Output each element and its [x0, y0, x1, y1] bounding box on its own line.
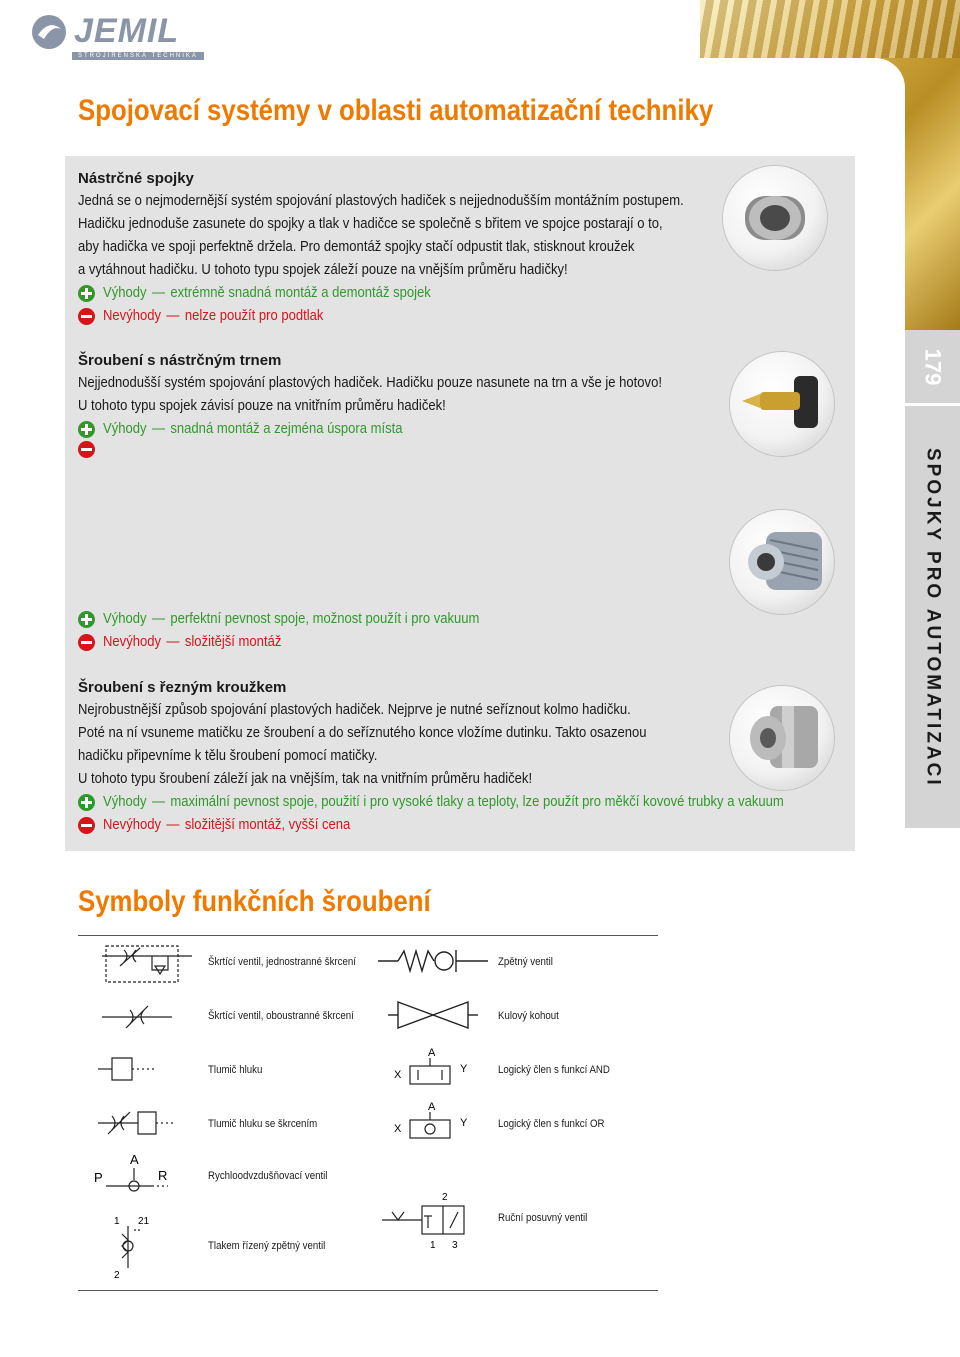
- section-title: Nástrčné spojky: [78, 170, 194, 187]
- quick-exhaust-symbol: [92, 1150, 182, 1198]
- section-line: U tohoto typu šroubení záleží jak na vnějším, tak na vnitřním průměru hadiček!: [78, 771, 533, 787]
- plus-icon: [78, 794, 95, 811]
- symbol-label: Tlumič hluku se škrcením: [208, 1118, 318, 1130]
- svg-text:3: 3: [452, 1240, 458, 1251]
- symbol-label: Logický člen s funkcí OR: [498, 1118, 605, 1130]
- svg-text:Y: Y: [460, 1063, 468, 1075]
- manual-slide-valve-symbol: [378, 1192, 478, 1252]
- cons-row: Nevýhody — složitější montáž: [78, 631, 521, 654]
- symbol-label: Ruční posuvný ventil: [498, 1212, 588, 1224]
- ball-valve-symbol: [388, 998, 478, 1032]
- symbols-table: [78, 935, 658, 1291]
- pros-row: Výhody — snadná montáž a zejména úspora místa: [78, 418, 727, 441]
- section-line: Nejjednodušší systém spojování plastových hadiček. Hadičku pouze nasunete na trn a vše je hotovo!: [78, 375, 662, 391]
- sidebar-divider: [905, 403, 960, 406]
- plus-icon: [78, 611, 95, 628]
- symbol-label: Logický člen s funkcí AND: [498, 1064, 610, 1076]
- svg-text:X: X: [394, 1123, 402, 1135]
- section-title: Šroubení s řezným kroužkem: [78, 679, 287, 696]
- symbol-label: Tlakem řízený zpětný ventil: [208, 1240, 326, 1252]
- pros-row: Výhody — perfektní pevnost spoje, možnost použít i pro vakuum: [78, 608, 521, 631]
- section-line: Jedná se o nejmodernější systém spojování plastových hadiček s nejjednodušším montážním postupem.: [78, 193, 684, 209]
- section-line: Hadičku jednoduše zasunete do spojky a tlak v hadičce se společně s břitem ve spojce postarají o to,: [78, 216, 663, 232]
- symbol-label: Kulový kohout: [498, 1010, 559, 1022]
- silencer-symbol: [98, 1052, 158, 1086]
- section-line: hadičku připevníme k tělu šroubení pomocí matičky.: [78, 748, 378, 764]
- svg-text:Y: Y: [460, 1117, 468, 1129]
- section-compression: [78, 608, 521, 654]
- or-element-symbol: [388, 1098, 478, 1144]
- barb-fitting-image: [730, 352, 834, 456]
- page-title: Spojovací systémy v oblasti automatizační techniky: [78, 94, 714, 127]
- svg-text:R: R: [158, 1168, 168, 1183]
- svg-text:2: 2: [442, 1192, 448, 1203]
- pros-row: Výhody — maximální pevnost spoje, použití i pro vysoké tlaky a teploty, lze použít pro měkčí kovové trubky a vakuum: [78, 791, 859, 814]
- svg-text:A: A: [428, 1047, 436, 1059]
- symbols-title: Symboly funkčních šroubení: [78, 885, 431, 918]
- section-line: Poté na ní vsuneme matičku ze šroubení a do seříznutého konce vložíme dutinku. Takto osazenou: [78, 725, 647, 741]
- svg-text:A: A: [428, 1101, 436, 1113]
- push-in-fitting-image: [723, 166, 827, 270]
- symbol-label: Tlumič hluku: [208, 1064, 263, 1076]
- plus-icon: [78, 285, 95, 302]
- svg-text:A: A: [130, 1152, 139, 1167]
- check-valve-symbol: [378, 946, 488, 976]
- minus-icon: [78, 308, 95, 325]
- brand-tagline: STROJÍRENSKÁ TECHNIKA: [72, 52, 204, 60]
- compression-fitting-image: [730, 510, 834, 614]
- cons-row: Nevýhody — složitější montáž, vyšší cena: [78, 814, 859, 837]
- svg-text:21: 21: [138, 1216, 150, 1227]
- svg-text:1: 1: [430, 1240, 436, 1251]
- svg-text:1: 1: [114, 1216, 120, 1227]
- symbol-label: Zpětný ventil: [498, 956, 553, 968]
- symbol-label: Škrtící ventil, oboustranné škrcení: [208, 1010, 354, 1022]
- svg-text:2: 2: [114, 1270, 120, 1281]
- symbol-label: Rychloodvzdušňovací ventil: [208, 1170, 328, 1182]
- section-line: a vytáhnout hadičku. U tohoto typu spojek záleží pouze na vnějším průměru hadičky!: [78, 262, 568, 278]
- minus-icon: [78, 441, 95, 458]
- throttle-one-way-symbol: [102, 944, 192, 984]
- section-barb: [78, 350, 727, 458]
- logo-swirl-icon: [30, 13, 68, 51]
- silencer-throttle-symbol: [98, 1106, 178, 1140]
- section-line: Nejrobustnější způsob spojování plastových hadiček. Nejprve je nutné seříznout kolmo hadičku.: [78, 702, 631, 718]
- section-push-in: [78, 168, 751, 328]
- svg-text:P: P: [94, 1170, 103, 1185]
- minus-icon: [78, 817, 95, 834]
- brand-logo: [30, 12, 198, 59]
- svg-text:X: X: [394, 1069, 402, 1081]
- throttle-two-way-symbol: [102, 1000, 172, 1034]
- cons-row: Nevýhody — nelze použít pro podtlak: [78, 305, 751, 328]
- plus-icon: [78, 421, 95, 438]
- section-line: U tohoto typu spojek závisí pouze na vnitřním průměru hadiček!: [78, 398, 446, 414]
- minus-icon: [78, 634, 95, 651]
- and-element-symbol: [388, 1044, 478, 1090]
- section-line: aby hadička ve spoji perfektně držela. Pro demontáž spojky stačí odpustit tlak, stisknout kroužek: [78, 239, 635, 255]
- pros-row: Výhody — extrémně snadná montáž a demontáž spojek: [78, 282, 751, 305]
- page-number: 179: [920, 348, 946, 386]
- section-title: Šroubení s nástrčným trnem: [78, 352, 282, 369]
- symbol-label: Škrtící ventil, jednostranné škrcení: [208, 956, 356, 968]
- pilot-check-valve-symbol: [98, 1212, 168, 1282]
- cons-row: [78, 441, 727, 458]
- cutting-ring-fitting-image: [730, 686, 834, 790]
- sidebar-chapter-label: SPOJKY PRO AUTOMATIZACI: [922, 447, 944, 788]
- brand-name: JEMIL: [74, 12, 180, 50]
